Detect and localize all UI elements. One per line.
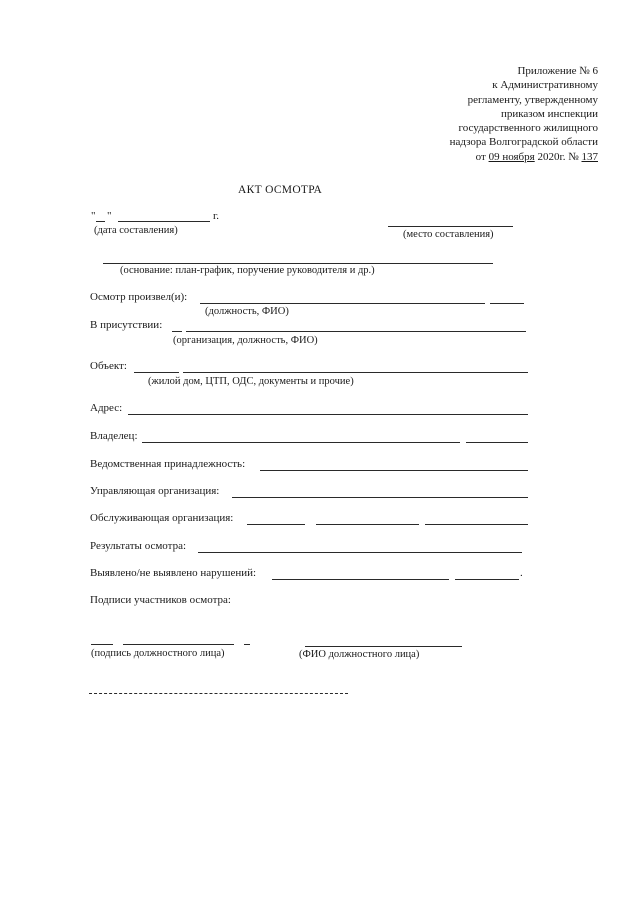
date-quote-open: ": [91, 210, 96, 222]
object-field-short[interactable]: [134, 372, 179, 373]
header-line-4: приказом инспекции: [500, 107, 598, 120]
address-label: Адрес:: [90, 402, 123, 414]
owner-field[interactable]: [142, 442, 460, 443]
address-field[interactable]: [128, 414, 528, 415]
header-order-line: [450, 150, 598, 164]
service-field-1[interactable]: [247, 524, 305, 525]
date-day-field[interactable]: [96, 221, 105, 222]
inspector-field-extra[interactable]: [490, 303, 524, 304]
header-order-number: 137: [581, 150, 598, 163]
violations-field-2[interactable]: [455, 579, 519, 580]
place-field[interactable]: [388, 226, 513, 227]
service-label: Обслуживающая организация:: [90, 512, 234, 524]
inspector-label: Осмотр произвел(и):: [90, 291, 188, 303]
object-field[interactable]: [183, 372, 528, 373]
presence-label: В присутствии:: [90, 319, 163, 331]
service-field-2[interactable]: [316, 524, 419, 525]
results-label: Результаты осмотра:: [90, 540, 187, 552]
header-block: [450, 64, 598, 164]
signature-field-short[interactable]: [91, 644, 113, 645]
violations-field-1[interactable]: [272, 579, 449, 580]
object-label: Объект:: [90, 360, 127, 372]
date-quote-close: ": [107, 210, 112, 222]
affiliation-field[interactable]: [260, 470, 528, 471]
owner-label: Владелец:: [90, 430, 138, 442]
presence-caption: (организация, должность, ФИО): [173, 335, 318, 346]
affiliation-label: Ведомственная принадлежность:: [90, 458, 246, 470]
header-line-1: Приложение № 6: [517, 65, 598, 77]
signer-name-field[interactable]: [305, 646, 462, 647]
signature-field-tail[interactable]: [244, 644, 250, 645]
inspector-field[interactable]: [200, 303, 485, 304]
management-field[interactable]: [232, 497, 528, 498]
place-caption: (место составления): [403, 229, 494, 240]
violations-label: Выявлено/не выявлено нарушений:: [90, 567, 257, 579]
signature-caption: (подпись должностного лица): [91, 648, 225, 659]
inspector-caption: (должность, ФИО): [205, 306, 289, 317]
results-field[interactable]: [198, 552, 522, 553]
header-line-2: к Административному: [492, 79, 598, 92]
object-caption: (жилой дом, ЦТП, ОДС, документы и прочие): [148, 376, 354, 387]
owner-field-extra[interactable]: [466, 442, 528, 443]
date-year-suffix: г.: [213, 210, 220, 222]
signature-field[interactable]: [123, 644, 234, 645]
signatures-label: Подписи участников осмотра:: [90, 594, 231, 606]
header-line-3: регламенту, утвержденному: [467, 93, 598, 106]
management-label: Управляющая организация:: [90, 485, 220, 497]
presence-field-short[interactable]: [172, 331, 182, 332]
header-line-6: надзора Волгоградской области: [449, 136, 598, 149]
signer-name-caption: (ФИО должностного лица): [299, 649, 420, 660]
header-date-suffix: 2020г. №: [534, 150, 582, 163]
header-line-5: государственного жилищного: [458, 122, 598, 135]
bottom-separator: [89, 693, 348, 694]
header-date-prefix: от: [475, 150, 489, 163]
date-month-field[interactable]: [118, 221, 210, 222]
presence-field[interactable]: [186, 331, 526, 332]
basis-field[interactable]: [103, 263, 493, 264]
violations-end-period: .: [520, 567, 523, 579]
service-field-3[interactable]: [425, 524, 528, 525]
basis-caption: (основание: план-график, поручение руководителя и др.): [120, 265, 375, 276]
document-title: АКТ ОСМОТРА: [238, 184, 323, 196]
header-date-value: 09 ноября: [488, 150, 535, 163]
date-caption: (дата составления): [94, 225, 178, 236]
